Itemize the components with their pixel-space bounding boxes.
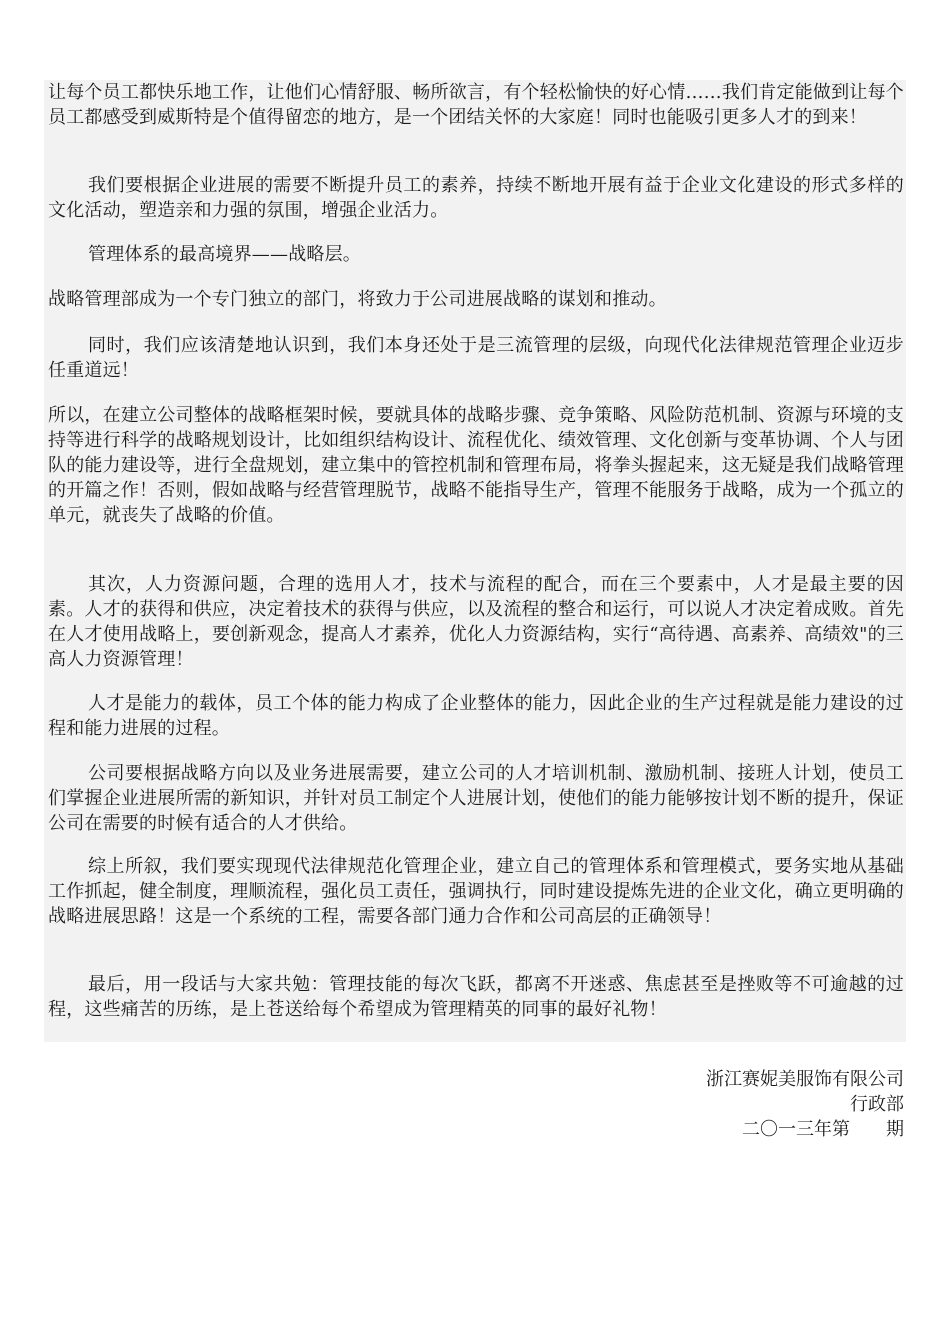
company-name: 浙江赛妮美服饰有限公司 [706,1069,904,1090]
paragraph-10: 综上所叙，我们要实现现代法律规范化管理企业，建立自己的管理体系和管理模式，要务实地从基础工作抓起，健全制度，理顺流程，强化员工责任，强调执行，同时建设提炼先进的企业文化，确立更明确的战略进展思路！这是一个系统的工程，需要各部门通力合作和公司高层的正确领导！ [48,856,904,927]
signature-block [706,1067,904,1142]
paragraph-1: 让每个员工都快乐地工作，让他们心情舒服、畅所欲言，有个轻松愉快的好心情……我们肯定能做到让每个员工都感受到威斯特是个值得留恋的地方，是一个团结关怀的大家庭！同时也能吸引更多人才的到来！ [48,82,904,128]
department-name: 行政部 [850,1094,904,1115]
paragraph-3: 管理体系的最高境界——战略层。 [88,244,361,265]
document-body [44,80,906,1042]
paragraph-6: 所以，在建立公司整体的战略框架时候，要就具体的战略步骤、竞争策略、风险防范机制、资源与环境的支持等进行科学的战略规划设计，比如组织结构设计、流程优化、绩效管理、文化创新与变革协调、个人与团队的能力建设等，进行全盘规划，建立集中的管控机制和管理布局，将拳头握起来，这无疑是我们战略管理的开篇之作！否则，假如战略与经营管理脱节，战略不能指导生产，管理不能服务于战略，成为一个孤立的单元，就丧失了战略的价值。 [48,405,904,526]
paragraph-9: 公司要根据战略方向以及业务进展需要，建立公司的人才培训机制、激励机制、接班人计划，使员工们掌握企业进展所需的新知识，并针对员工制定个人进展计划，使他们的能力能够按计划不断的提升，保证公司在需要的时候有适合的人才供给。 [48,763,904,834]
paragraph-7: 其次，人力资源问题，合理的选用人才，技术与流程的配合，而在三个要素中，人才是最主要的因素。人才的获得和供应，决定着技术的获得与供应，以及流程的整合和运行，可以说人才决定着成败。首先在人才使用战略上，要创新观念，提高人才素养，优化人力资源结构，实行“高待遇、高素养、高绩效"的三高人力资源管理！ [48,574,904,670]
paragraph-11: 最后，用一段话与大家共勉：管理技能的每次飞跃，都离不开迷惑、焦虑甚至是挫败等不可逾越的过程，这些痛苦的历练，是上苍送给每个希望成为管理精英的同事的最好礼物！ [48,974,904,1020]
paragraph-8: 人才是能力的载体，员工个体的能力构成了企业整体的能力，因此企业的生产过程就是能力建设的过程和能力进展的过程。 [48,693,904,739]
paragraph-4: 战略管理部成为一个专门独立的部门，将致力于公司进展战略的谋划和推动。 [48,289,667,310]
paragraph-2: 我们要根据企业进展的需要不断提升员工的素养，持续不断地开展有益于企业文化建设的形式多样的文化活动，塑造亲和力强的氛围，增强企业活力。 [48,175,904,221]
issue-date: 二〇一三年第 期 [742,1119,904,1140]
paragraph-5: 同时，我们应该清楚地认识到，我们本身还处于是三流管理的层级，向现代化法律规范管理企业迈步任重道远！ [48,335,904,381]
